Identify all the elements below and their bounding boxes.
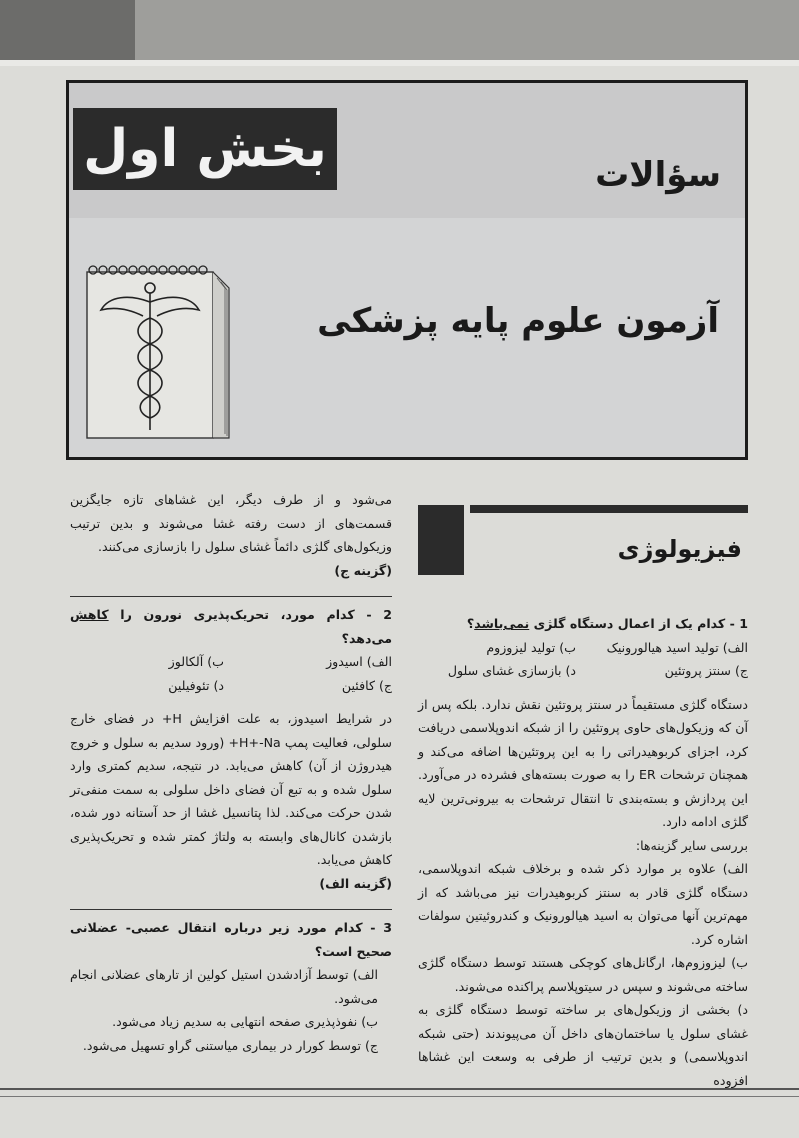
question-1-options [418,636,748,683]
left-column [70,488,392,1057]
q1-explanation-b: ب) لیزوزوم‌ها، ارگانل‌های کوچکی هستند توسط دستگاه گلژی ساخته می‌شوند و سپس در سیتوپلاسم پراکنده می‌شوند. [418,955,748,994]
divider [70,596,392,597]
q1-title-emphasis: نمی‌باشد [474,616,530,631]
scan-background-dark [0,0,135,60]
section-title [73,108,337,190]
question-2-title [70,603,392,650]
q1-title-start: 1 - کدام یک از اعمال دستگاه گلژی [529,616,748,631]
exam-title: آزمون علوم پایه پزشکی [317,301,719,341]
q1-explanation-a: الف) علاوه بر موارد ذکر شده و برخلاف شبکه اندوپلاسمی، دستگاه گلژی قادر به سنتز کربوهیدرات نیز می‌باشد که از مهم‌ترین آنها می‌توان به اسید هیالورونیک و کندروئیتین سولفات اشاره کرد. [418,861,748,947]
section-title-text: بخش اول [83,119,327,179]
q1-explanation: دستگاه گلژی مستقیماً در سنتز پروتئین نقش ندارد. بلکه پس از آن که وزیکول‌های حاوی پروتئین را از شبکه اندوپلاسمی دریافت کرد، اجزای کربوهیدراتی را به این پروتئین‌ها اضافه می‌کند و همچنان ترشحات ER را به صورت بسته‌های فشرده در می‌آورد. این پردازش و بسته‌بندی تا انتقال ترشحات به بیرونی‌ترین لایه گلژی ادامه دارد. [418,696,748,829]
question-2-options [70,650,392,697]
scan-background-light [135,0,799,60]
q1-option-c: ج) سنتز پروتئین [664,663,748,678]
q2-title-end: می‌دهد؟ [341,630,392,646]
q1-option-a: الف) تولید اسید هیالورونیک [606,639,748,655]
topic-marker [418,505,464,575]
topic-header [418,505,748,575]
right-column [418,612,748,1092]
q1-title-end: ؟ [466,616,475,631]
q3-option-b: ب) نفوذپذیری صفحه انتهایی به سدیم زیاد می‌شود. [112,1014,378,1029]
page-edge [0,60,799,66]
topic-bar [470,505,748,513]
footer-rule [0,1088,799,1090]
divider [70,909,392,910]
chapter-header [66,80,748,460]
caduceus-notepad-icon [79,258,239,443]
q2-answer: (گزینه الف) [319,875,392,891]
q1-answer: (گزینه ج) [334,562,392,578]
q1-option-b: ب) تولید لیزوزوم [486,639,576,655]
q2-option-a: الف) اسیدوز [326,654,392,669]
q2-title-emphasis: کاهش [70,607,109,622]
q1-option-d: د) بازسازی غشای سلول [447,663,576,678]
q2-option-c: ج) کافئین [341,677,392,693]
q3-option-c: ج) توسط کورار در بیماری میاستنی گراو تسهیل می‌شود. [82,1037,378,1053]
questions-label: سؤالات [595,155,721,195]
q2-title-start: 2 - کدام مورد، تحریک‌پذیری نورون را [108,607,392,622]
question-1-title [418,612,748,636]
q1-review-heading: بررسی سایر گزینه‌ها: [635,837,748,853]
q1-explanation-continued: می‌شود و از طرف دیگر، این غشاهای تازه جایگزین قسمت‌های از دست رفته غشا می‌شوند و بدین ترتیب وزیکول‌های گلژی دائماً غشای سلول را بازسازی می‌کنند. [70,492,392,554]
question-3-title: 3 - کدام مورد زیر درباره انتقال عصبی- عضلانی صحیح است؟ [70,920,392,959]
q2-explanation: در شرایط اسیدوز، به علت افزایش H+ در فضای خارج سلولی، فعالیت پمپ H+-Na+ (ورود سدیم به سلول و خروج هیدروژن از آن) کاهش می‌یابد. در نتیجه، سدیم کمتری وارد سلول شده و به تبع آن فضای داخل سلولی به سمت منفی‌تر شدن حرکت می‌کند. لذا پتانسیل غشا از حد آستانه دور شده، بازشدن کانال‌های وابسته به ولتاژ کمتر شده و تحریک‌پذیری کاهش می‌یابد. [70,711,392,867]
topic-title: فیزیولوژی [617,535,742,563]
q2-option-b: ب) آلکالوز [168,654,224,669]
footer-rule-thin [0,1096,799,1097]
q3-option-a: الف) توسط آزادشدن استیل کولین از تارهای عضلانی انجام می‌شود. [70,967,378,1006]
q1-explanation-d: د) بخشی از وزیکول‌های بر ساخته توسط دستگاه گلژی به غشای سلول یا ساختمان‌های داخل آن می‌پیوندند (حتی شبکه اندوپلاسمی) و بدین ترتیب از طرفی به وسعت این غشاها افزوده [418,1002,748,1088]
q2-option-d: د) تئوفیلین [168,677,224,693]
